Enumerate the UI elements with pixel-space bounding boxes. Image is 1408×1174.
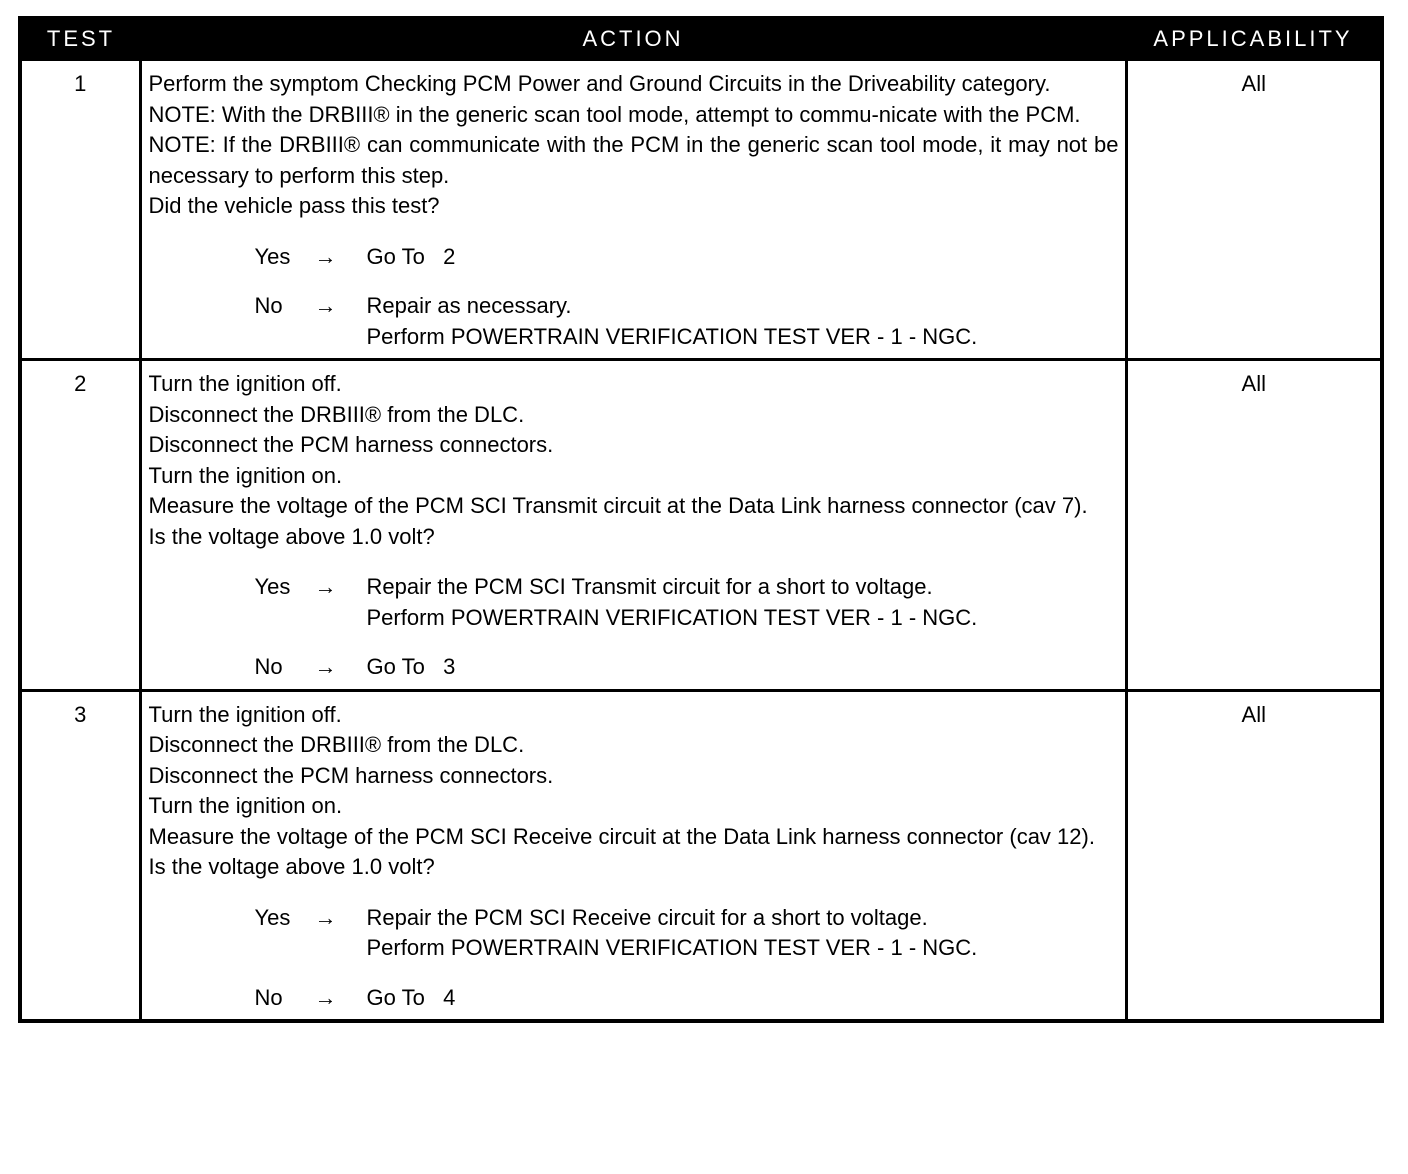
action-text: Did the vehicle pass this test? <box>148 193 440 218</box>
response-text: Perform POWERTRAIN VERIFICATION TEST VER - 1 - NGC. <box>366 323 978 349</box>
response-text: Repair the PCM SCI Transmit circuit for a short to voltage. <box>366 574 933 599</box>
response-list <box>255 242 1119 353</box>
action-cell <box>140 360 1126 691</box>
action-cell <box>140 690 1126 1021</box>
response-no <box>255 652 1119 683</box>
header-action: ACTION <box>140 18 1126 60</box>
action-text: Is the voltage above 1.0 volt? <box>148 523 435 549</box>
response-label: Yes <box>254 904 291 930</box>
response-yes <box>255 242 1119 273</box>
action-text: Measure the voltage of the PCM SCI Transmit circuit at the Data Link harness connector (cav 7). <box>148 493 1088 518</box>
response-label: Yes <box>254 243 291 269</box>
action-text: Turn the ignition on. <box>148 462 343 488</box>
right-arrow-icon: → <box>314 904 337 930</box>
right-arrow-icon: → <box>314 243 337 269</box>
table-row <box>20 690 1382 1021</box>
response-label: No <box>254 984 283 1010</box>
response-label: No <box>254 654 283 679</box>
response-no <box>255 983 1119 1014</box>
table-body <box>20 60 1382 1022</box>
response-label: No <box>254 293 283 318</box>
response-list <box>255 572 1119 683</box>
response-body <box>367 242 1119 273</box>
applicability-value: All <box>1126 60 1382 360</box>
response-text: Perform POWERTRAIN VERIFICATION TEST VER - 1 - NGC. <box>366 935 978 960</box>
action-text: NOTE: If the DRBIII® can communicate with the PCM in the generic scan tool mode, it may not be necessary to perform this step. <box>148 132 1119 188</box>
response-text: Perform POWERTRAIN VERIFICATION TEST VER - 1 - NGC. <box>366 604 978 630</box>
action-text: Is the voltage above 1.0 volt? <box>148 854 435 879</box>
header-applicability: APPLICABILITY <box>1126 18 1382 60</box>
response-body <box>367 903 1119 964</box>
response-text: Go To 3 <box>366 654 456 679</box>
right-arrow-icon: → <box>314 654 337 679</box>
header-test: TEST <box>20 18 140 60</box>
action-text: Disconnect the DRBIII® from the DLC. <box>148 732 525 757</box>
test-number: 2 <box>20 360 140 691</box>
response-body <box>367 983 1119 1014</box>
response-body <box>367 291 1119 352</box>
right-arrow-icon: → <box>314 293 337 318</box>
action-text: Perform the symptom Checking PCM Power and Ground Circuits in the Driveability category. <box>148 71 1051 96</box>
action-text: Turn the ignition on. <box>148 793 343 818</box>
response-list <box>255 903 1119 1014</box>
response-text: Go To 4 <box>366 984 456 1010</box>
response-yes <box>255 572 1119 633</box>
test-number: 1 <box>20 60 140 360</box>
right-arrow-icon: → <box>314 984 337 1010</box>
response-body <box>367 652 1119 683</box>
response-no <box>255 291 1119 352</box>
action-text: Disconnect the PCM harness connectors. <box>148 762 554 788</box>
test-number: 3 <box>20 690 140 1021</box>
action-text: Disconnect the PCM harness connectors. <box>148 432 554 457</box>
response-text: Repair as necessary. <box>366 293 572 318</box>
response-body <box>367 572 1119 633</box>
table-header-row <box>20 18 1382 60</box>
applicability-value: All <box>1126 360 1382 691</box>
action-text: Turn the ignition off. <box>148 371 342 396</box>
action-cell <box>140 60 1126 360</box>
diagnostic-test-table <box>18 16 1384 1023</box>
response-label: Yes <box>254 574 291 599</box>
table-row <box>20 360 1382 691</box>
table-row <box>20 60 1382 360</box>
applicability-value: All <box>1126 690 1382 1021</box>
response-yes <box>255 903 1119 964</box>
action-text: Turn the ignition off. <box>148 701 342 727</box>
action-text: Disconnect the DRBIII® from the DLC. <box>148 401 525 427</box>
action-text: NOTE: With the DRBIII® in the generic scan tool mode, attempt to commu-nicate with the PCM. <box>148 101 1081 127</box>
action-text: Measure the voltage of the PCM SCI Receive circuit at the Data Link harness connector (cav 12). <box>148 823 1095 849</box>
response-text: Go To 2 <box>366 243 456 269</box>
response-text: Repair the PCM SCI Receive circuit for a short to voltage. <box>366 904 928 930</box>
right-arrow-icon: → <box>314 574 337 599</box>
